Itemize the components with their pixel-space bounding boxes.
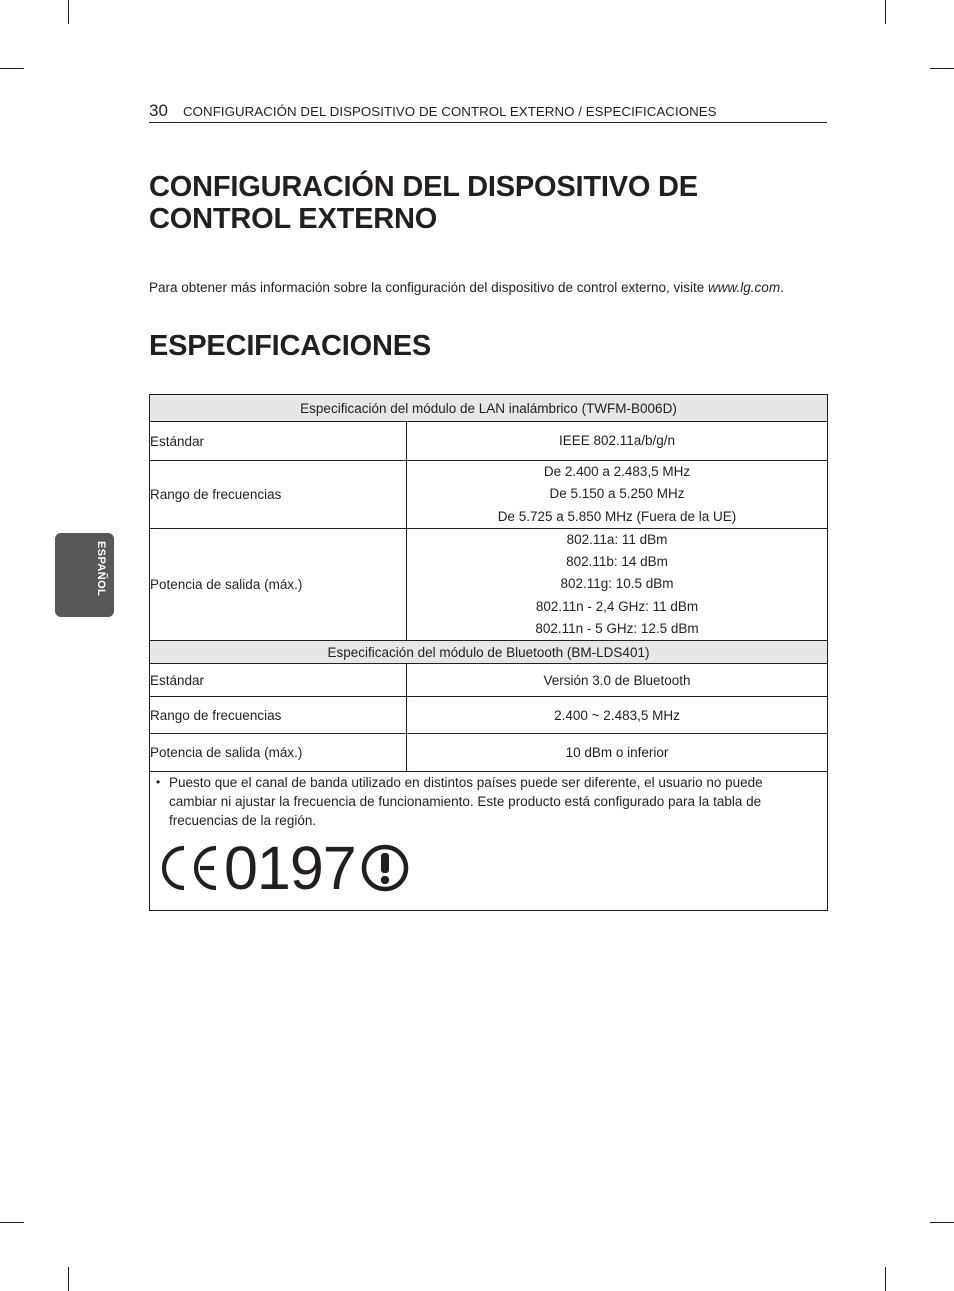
crop-mark	[0, 1222, 24, 1223]
page-header	[149, 101, 827, 123]
table-row	[150, 528, 828, 640]
crop-mark	[68, 0, 69, 24]
row-label: Potencia de salida (máx.)	[150, 734, 407, 772]
table-row	[150, 772, 828, 911]
row-label: Potencia de salida (máx.)	[150, 528, 407, 640]
table-row	[150, 734, 828, 772]
table-row	[150, 422, 828, 461]
row-value	[407, 422, 828, 461]
specifications-table	[149, 394, 828, 911]
page-number: 30	[149, 101, 168, 120]
row-label: Estándar	[150, 422, 407, 461]
table-row	[150, 697, 828, 734]
value-line: 2.400 ~ 2.483,5 MHz	[554, 707, 680, 723]
value-line: De 5.150 a 5.250 MHz	[549, 486, 685, 502]
value-line: IEEE 802.11a/b/g/n	[558, 432, 676, 448]
lg-website-link: www.lg.com	[708, 280, 781, 295]
table-row	[150, 395, 828, 422]
value-line: 802.11b: 14 dBm	[566, 554, 668, 570]
table-row	[150, 461, 828, 529]
intro-paragraph	[149, 279, 829, 297]
table-row	[150, 664, 828, 697]
crop-mark	[0, 68, 24, 69]
value-line: De 2.400 a 2.483,5 MHz	[543, 464, 691, 479]
value-line: 802.11a: 11 dBm	[566, 531, 668, 547]
value-line: 10 dBm o inferior	[565, 745, 669, 761]
table-row	[150, 641, 828, 664]
ce-certification-mark	[158, 834, 410, 903]
language-tab-label: ESPAÑOL	[95, 541, 107, 597]
row-value	[407, 461, 828, 529]
row-label: Estándar	[150, 664, 407, 697]
row-value	[407, 734, 828, 772]
crop-mark	[885, 1267, 886, 1291]
row-value	[407, 664, 828, 697]
frequency-note: Puesto que el canal de banda utilizado en distintos países puede ser diferente, el usuario no puede cambiar ni ajustar la frecuencia de funcionamiento. Este producto está configurado para la tabla de frecuencias de la región.	[169, 775, 763, 829]
running-title: CONFIGURACIÓN DEL DISPOSITIVO DE CONTROL EXTERNO / ESPECIFICACIONES	[183, 104, 717, 119]
bullet-icon: •	[156, 775, 161, 790]
ce-logo-icon	[158, 843, 220, 893]
crop-mark	[930, 1222, 954, 1223]
value-line: Versión 3.0 de Bluetooth	[543, 672, 691, 688]
crop-mark	[68, 1267, 69, 1291]
alert-icon	[360, 843, 410, 893]
value-line: De 5.725 a 5.850 MHz (Fuera de la UE)	[497, 508, 737, 524]
section-title-specifications: ESPECIFICACIONES	[149, 330, 432, 362]
row-value	[407, 697, 828, 734]
row-value	[407, 528, 828, 640]
value-line: 802.11n - 2,4 GHz: 11 dBm	[535, 598, 699, 614]
value-line: 802.11g: 10.5 dBm	[560, 576, 674, 592]
intro-end: .	[780, 280, 784, 295]
notes-cell	[150, 772, 828, 911]
notified-body-number: 0197	[224, 834, 356, 903]
section-title-external-control: CONFIGURACIÓN DEL DISPOSITIVO DE CONTROL EXTERNO	[149, 171, 698, 235]
value-line: 802.11n - 5 GHz: 12.5 dBm	[535, 621, 699, 637]
row-label: Rango de frecuencias	[150, 697, 407, 734]
intro-text: Para obtener más información sobre la configuración del dispositivo de control externo, visite	[149, 280, 709, 295]
bluetooth-section-header: Especificación del módulo de Bluetooth (BM-LDS401)	[150, 641, 828, 664]
wlan-section-header: Especificación del módulo de LAN inalámbrico (TWFM-B006D)	[150, 395, 828, 422]
crop-mark	[885, 0, 886, 24]
row-label: Rango de frecuencias	[150, 461, 407, 529]
crop-mark	[930, 68, 954, 69]
